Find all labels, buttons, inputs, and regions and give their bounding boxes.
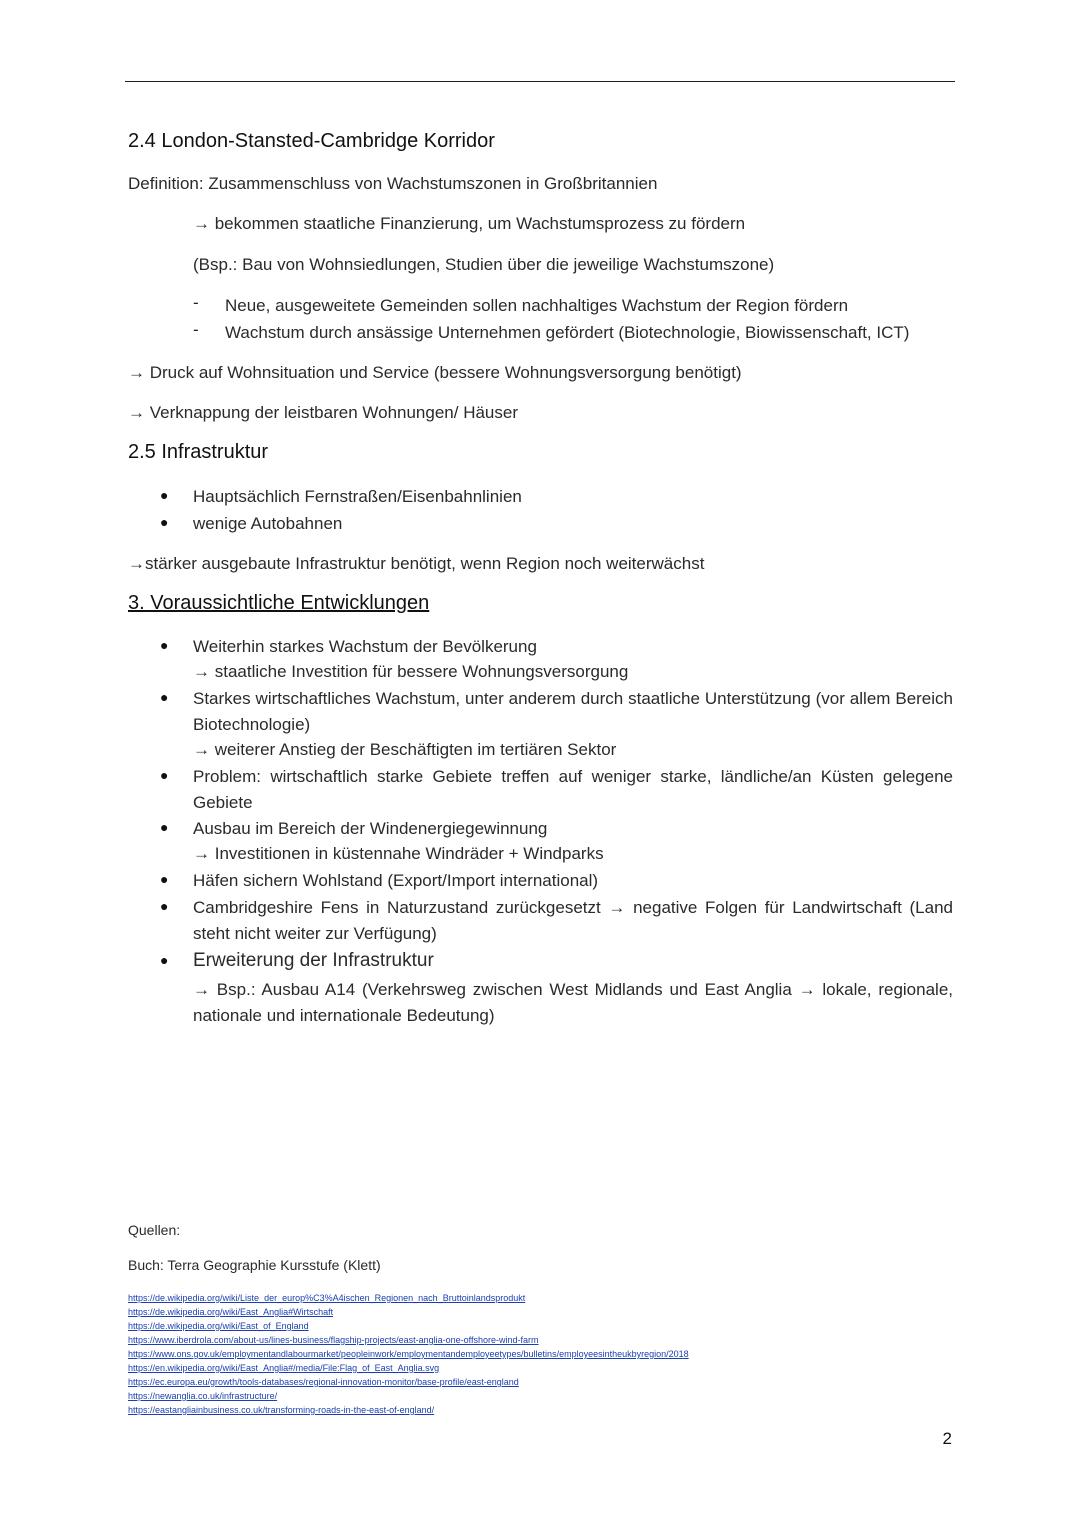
dash-marker: - xyxy=(193,320,199,339)
section-heading-2-5: 2.5 Infrastruktur xyxy=(128,441,269,463)
list-item: Erweiterung der Infrastruktur xyxy=(193,950,434,971)
shortage-text: → Verknappung der leistbaren Wohnungen/ Häuser xyxy=(128,403,518,422)
bullet-dot: ● xyxy=(160,871,169,887)
list-item: Starkes wirtschaftliches Wachstum, unter anderem durch staatliche Unterstützung (vor allem Bereich Biotechnologie) xyxy=(193,689,953,734)
source-link[interactable]: https://www.ons.gov.uk/employmentandlabourmarket/peopleinwork/employmentandemployeetypes/bulletins/employeesintheukbyregion/2018 xyxy=(128,1349,689,1359)
bullet-dot: ● xyxy=(160,689,169,705)
page-number: 2 xyxy=(942,1429,952,1448)
sources-label: Quellen: xyxy=(128,1222,181,1238)
list-item: Weiterhin starkes Wachstum der Bevölkerung xyxy=(193,637,537,656)
list-item: Hauptsächlich Fernstraßen/Eisenbahnlinien xyxy=(193,487,522,506)
source-link[interactable]: https://de.wikipedia.org/wiki/Liste_der_europ%C3%A4ischen_Regionen_nach_Bruttoinlandsprodukt xyxy=(128,1293,526,1303)
example-text: (Bsp.: Bau von Wohnsiedlungen, Studien über die jeweilige Wachstumszone) xyxy=(193,255,775,274)
bullet-dot: ● xyxy=(160,898,169,914)
source-link[interactable]: https://www.iberdrola.com/about-us/lines-business/flagship-projects/east-anglia-one-offshore-wind-farm xyxy=(128,1335,539,1345)
list-item: Problem: wirtschaftlich starke Gebiete treffen auf weniger starke, ländliche/an Küsten gelegene Gebiete xyxy=(193,767,953,812)
list-item: Ausbau im Bereich der Windenergiegewinnung xyxy=(193,819,548,838)
source-link[interactable]: https://eastangliainbusiness.co.uk/transforming-roads-in-the-east-of-england/ xyxy=(128,1405,435,1415)
list-item-sub: → weiterer Anstieg der Beschäftigten im tertiären Sektor xyxy=(193,740,617,759)
definition-text: Definition: Zusammenschluss von Wachstumszonen in Großbritannien xyxy=(128,174,658,193)
bullet-dot: ● xyxy=(160,637,169,653)
list-item: Cambridgeshire Fens in Naturzustand zurückgesetzt → negative Folgen für Landwirtschaft (Land steht nicht weiter zur Verfügung) xyxy=(193,898,953,943)
source-link[interactable]: https://ec.europa.eu/growth/tools-databases/regional-innovation-monitor/base-profile/east-england xyxy=(128,1377,519,1387)
list-item-sub: → Investitionen in küstennahe Windräder + Windparks xyxy=(193,844,604,863)
source-link[interactable]: https://en.wikipedia.org/wiki/East_Anglia#/media/File:Flag_of_East_Anglia.svg xyxy=(128,1363,440,1373)
bullet-dot: ● xyxy=(160,767,169,783)
source-link[interactable]: https://de.wikipedia.org/wiki/East_of_England xyxy=(128,1321,309,1331)
bullet-dot: ● xyxy=(160,952,169,968)
infrastructure-conclusion: →stärker ausgebaute Infrastruktur benötigt, wenn Region noch weiterwächst xyxy=(128,554,705,573)
bullet-dot: ● xyxy=(160,487,169,503)
dash-marker: - xyxy=(193,293,199,312)
dash-item: Wachstum durch ansässige Unternehmen gefördert (Biotechnologie, Biowissenschaft, ICT) xyxy=(225,323,910,342)
list-item-sub: → Bsp.: Ausbau A14 (Verkehrsweg zwischen West Midlands und East Anglia → lokale, regionale, nationale und internationale Bedeutung) xyxy=(193,980,953,1025)
header-rule xyxy=(125,81,955,82)
section-heading-2-4: 2.4 London-Stansted-Cambridge Korridor xyxy=(128,130,495,152)
source-book: Buch: Terra Geographie Kursstufe (Klett) xyxy=(128,1257,381,1273)
funding-text: → bekommen staatliche Finanzierung, um Wachstumsprozess zu fördern xyxy=(193,214,746,233)
source-link[interactable]: https://de.wikipedia.org/wiki/East_Anglia#Wirtschaft xyxy=(128,1307,334,1317)
bullet-dot: ● xyxy=(160,514,169,530)
section-heading-3: 3. Voraussichtliche Entwicklungen xyxy=(128,592,430,614)
pressure-text: → Druck auf Wohnsituation und Service (bessere Wohnungsversorgung benötigt) xyxy=(128,363,742,382)
dash-item: Neue, ausgeweitete Gemeinden sollen nachhaltiges Wachstum der Region fördern xyxy=(225,296,849,315)
list-item: Häfen sichern Wohlstand (Export/Import international) xyxy=(193,871,599,890)
source-link[interactable]: https://newanglia.co.uk/infrastructure/ xyxy=(128,1391,278,1401)
bullet-dot: ● xyxy=(160,819,169,835)
list-item-sub: → staatliche Investition für bessere Wohnungsversorgung xyxy=(193,662,629,681)
list-item: wenige Autobahnen xyxy=(193,514,343,533)
